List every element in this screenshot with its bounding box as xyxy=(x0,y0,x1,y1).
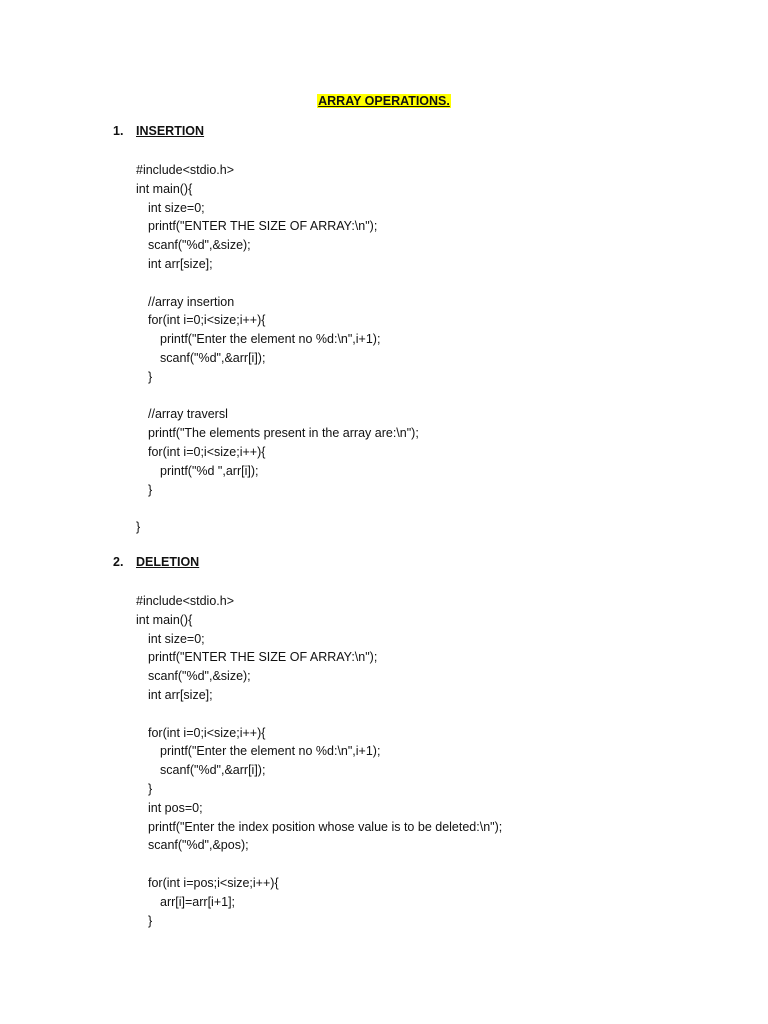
code-line: printf("Enter the index position whose value is to be deleted:\n"); xyxy=(148,819,503,834)
section-heading-deletion xyxy=(113,555,199,569)
code-line: int size=0; xyxy=(148,200,205,215)
code-line xyxy=(136,705,502,724)
code-line: for(int i=0;i<size;i++){ xyxy=(148,313,266,328)
code-line xyxy=(136,274,419,293)
code-line xyxy=(136,387,419,406)
code-line: for(int i=0;i<size;i++){ xyxy=(148,725,266,740)
code-line: } xyxy=(148,781,153,796)
code-line xyxy=(136,499,419,518)
code-line: //array insertion xyxy=(148,294,235,309)
section-heading-insertion xyxy=(113,124,204,138)
code-line: scanf("%d",&size); xyxy=(148,238,251,253)
code-line: int arr[size]; xyxy=(148,687,213,702)
code-line: } xyxy=(148,369,153,384)
code-block-deletion xyxy=(136,592,502,930)
section-number: 2. xyxy=(113,555,124,569)
code-line: printf("%d ",arr[i]); xyxy=(160,463,259,478)
section-title: INSERTION xyxy=(136,124,205,138)
code-line: } xyxy=(136,520,141,535)
code-line: arr[i]=arr[i+1]; xyxy=(160,894,236,909)
code-line: printf("The elements present in the array are:\n"); xyxy=(148,426,419,441)
code-line: for(int i=pos;i<size;i++){ xyxy=(148,875,279,890)
code-line: printf("Enter the element no %d:\n",i+1); xyxy=(160,744,381,759)
code-line: #include<stdio.h> xyxy=(136,594,234,608)
code-line: } xyxy=(148,482,153,497)
code-line: for(int i=0;i<size;i++){ xyxy=(148,444,266,459)
code-line: //array traversl xyxy=(148,407,228,422)
code-line: scanf("%d",&arr[i]); xyxy=(160,350,266,365)
code-block-insertion xyxy=(136,161,419,537)
code-line: printf("ENTER THE SIZE OF ARRAY:\n"); xyxy=(148,219,378,234)
code-line: scanf("%d",&size); xyxy=(148,669,251,684)
code-line: int main(){ xyxy=(136,612,193,627)
section-title: DELETION xyxy=(136,555,200,569)
code-line: int arr[size]; xyxy=(148,256,213,271)
code-line: scanf("%d",&arr[i]); xyxy=(160,763,266,778)
code-line: scanf("%d",&pos); xyxy=(148,838,249,853)
code-line xyxy=(136,855,502,874)
code-line: printf("ENTER THE SIZE OF ARRAY:\n"); xyxy=(148,650,378,665)
code-line: int pos=0; xyxy=(148,800,203,815)
document-title: ARRAY OPERATIONS. xyxy=(318,94,450,108)
code-line: printf("Enter the element no %d:\n",i+1); xyxy=(160,332,381,347)
code-line: } xyxy=(148,913,153,928)
code-line: #include<stdio.h> xyxy=(136,163,234,177)
section-number: 1. xyxy=(113,124,124,138)
code-line: int main(){ xyxy=(136,181,193,196)
code-line: int size=0; xyxy=(148,631,205,646)
